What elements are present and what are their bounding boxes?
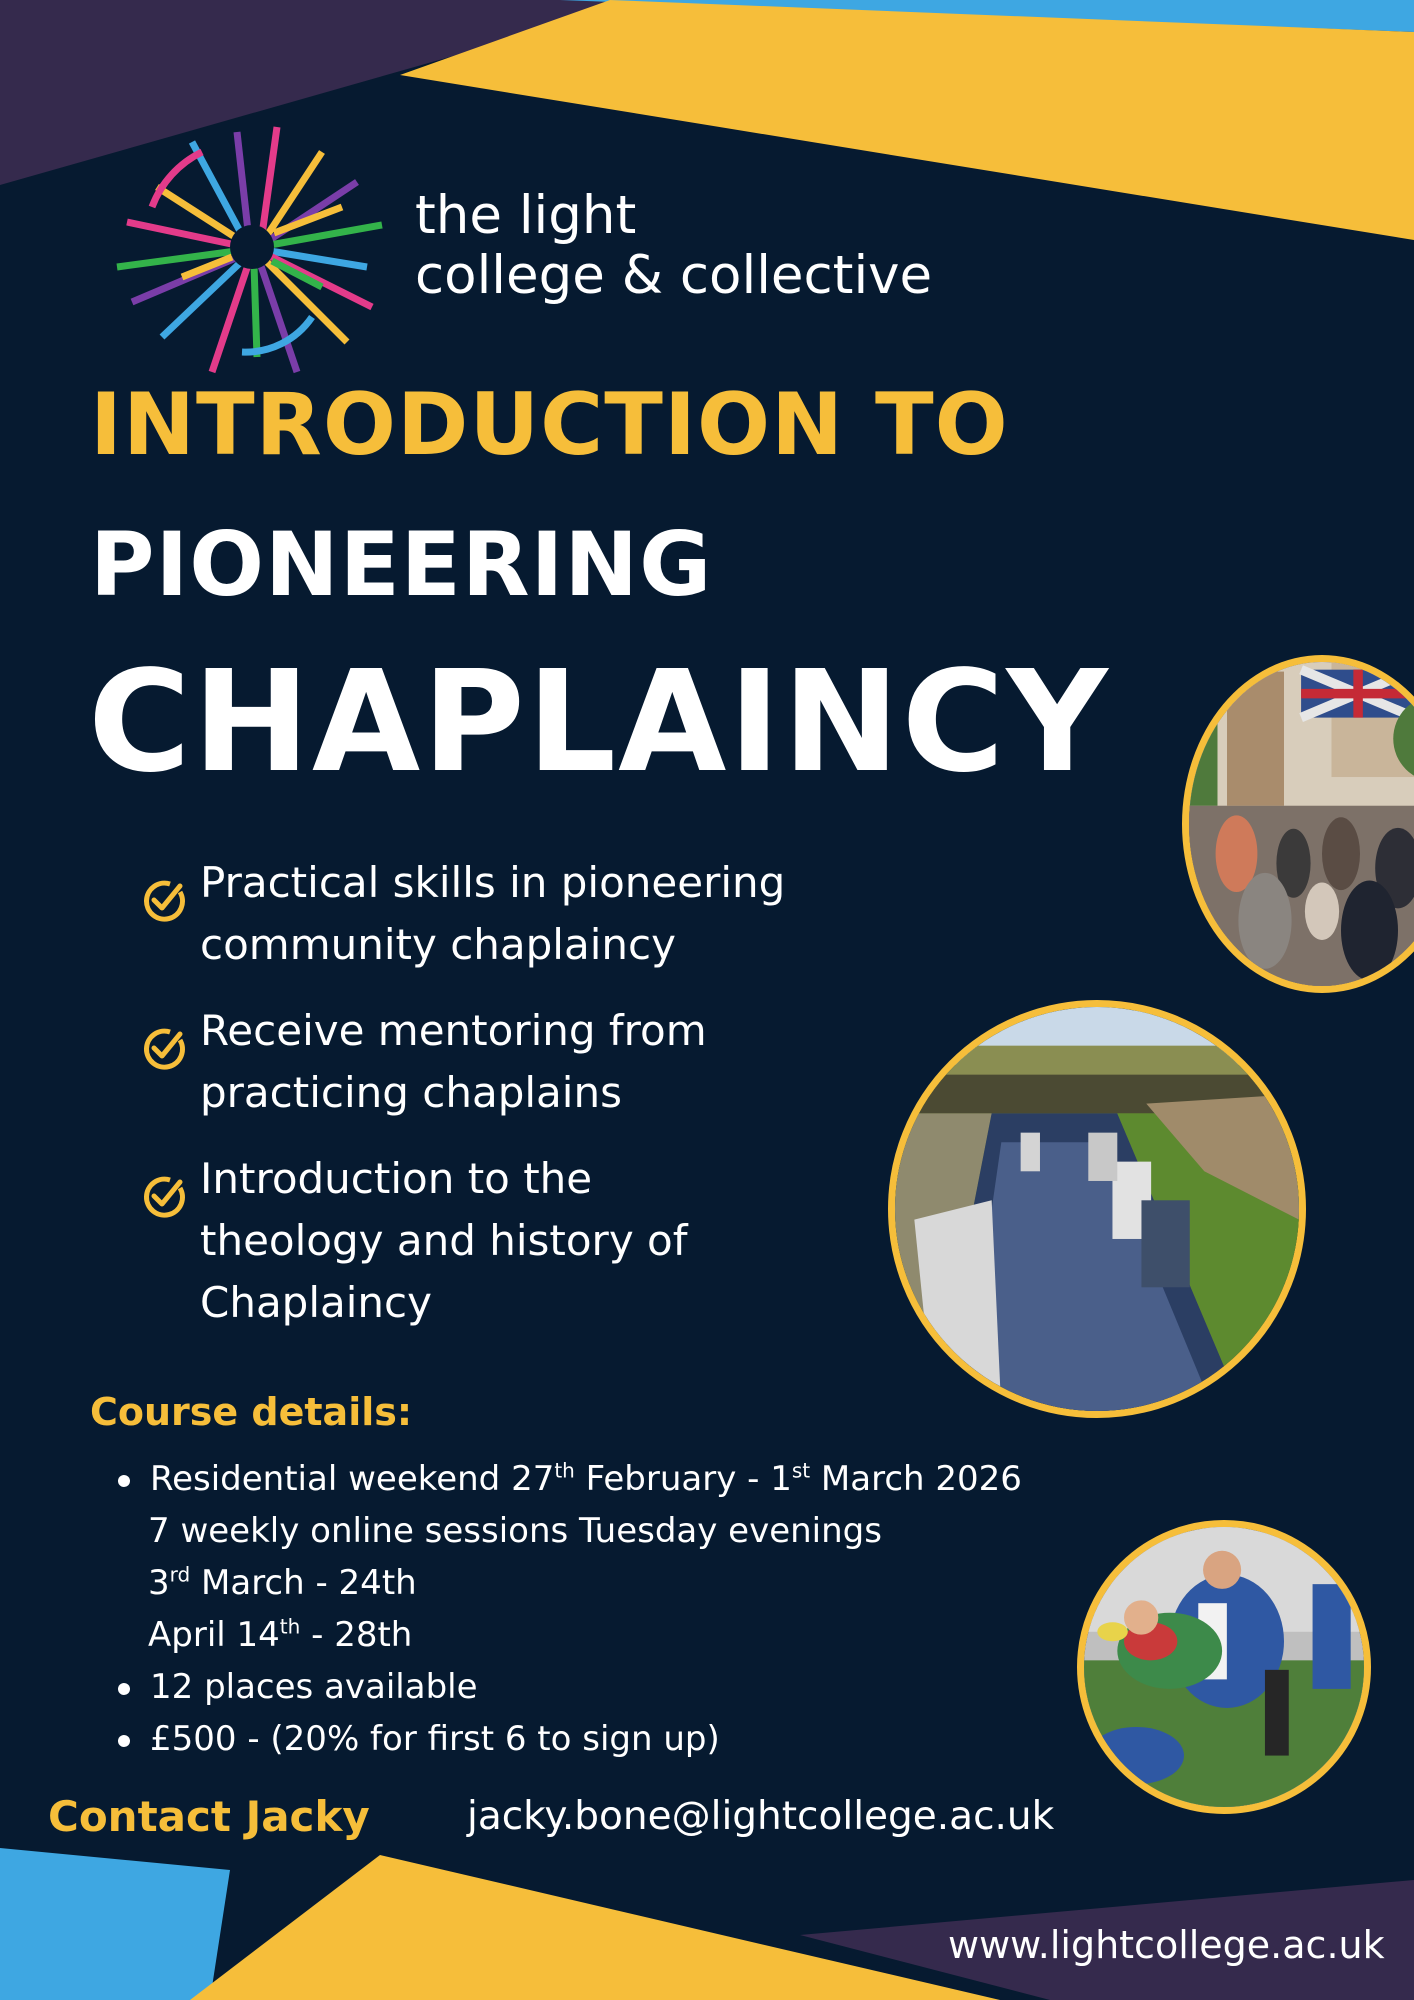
website-link[interactable]: www.lightcollege.ac.uk: [948, 1923, 1385, 1967]
detail-superscript: rd: [169, 1562, 191, 1587]
brand-name: [415, 186, 932, 306]
detail-superscript: th: [554, 1458, 575, 1483]
course-details: [110, 1453, 1110, 1765]
detail-text: - 28th: [300, 1615, 413, 1655]
check-circle-icon: [140, 1172, 188, 1220]
detail-text: April 14: [148, 1615, 280, 1655]
detail-superscript: th: [279, 1614, 301, 1639]
benefit-item: [140, 1000, 900, 1124]
detail-text: March - 24th: [190, 1563, 417, 1603]
detail-superscript: st: [791, 1458, 811, 1483]
bullet: [118, 1475, 130, 1487]
detail-range-1: [110, 1557, 1110, 1609]
title-line-2: PIONEERING: [90, 513, 713, 616]
starburst-logo-icon: [112, 112, 392, 382]
detail-text: February - 1: [574, 1459, 792, 1499]
benefit-line: theology and history of: [200, 1216, 688, 1265]
course-details-label: Course details:: [90, 1390, 413, 1434]
contact-label: Contact Jacky: [48, 1792, 370, 1841]
detail-text: 12 places available: [150, 1667, 478, 1707]
benefit-line: Receive mentoring from: [200, 1006, 707, 1055]
benefit-list: [140, 852, 900, 1358]
title-line-1: INTRODUCTION TO: [90, 375, 1009, 475]
detail-text: Residential weekend 27: [150, 1459, 555, 1499]
benefit-item: [140, 1148, 900, 1334]
check-circle-icon: [140, 876, 188, 924]
benefit-line: community chaplaincy: [200, 920, 676, 969]
benefit-item: [140, 852, 900, 976]
detail-range-2: [110, 1609, 1110, 1661]
detail-places: [110, 1661, 1110, 1713]
brand-line-2: college & collective: [415, 245, 933, 306]
detail-price: [110, 1713, 1110, 1765]
detail-residential: [110, 1453, 1110, 1505]
bullet: [118, 1735, 130, 1747]
title-line-3: CHAPLAINCY: [88, 641, 1110, 804]
detail-text: £500 - (20% for first 6 to sign up): [150, 1719, 720, 1759]
bullet: [118, 1683, 130, 1695]
detail-text: 3: [148, 1563, 170, 1603]
rugby-photo: [1077, 1520, 1371, 1814]
check-circle-icon: [140, 1024, 188, 1072]
detail-online: 7 weekly online sessions Tuesday evenings: [148, 1511, 882, 1551]
benefit-line: practicing chaplains: [200, 1068, 622, 1117]
canal-photo: [888, 1000, 1306, 1418]
benefit-line: Practical skills in pioneering: [200, 858, 786, 907]
detail-text: March 2026: [810, 1459, 1022, 1499]
benefit-line: Introduction to the: [200, 1154, 593, 1203]
brand-line-1: the light: [415, 185, 637, 246]
benefit-line: Chaplaincy: [200, 1278, 432, 1327]
contact-email-link[interactable]: jacky.bone@lightcollege.ac.uk: [467, 1794, 1055, 1839]
